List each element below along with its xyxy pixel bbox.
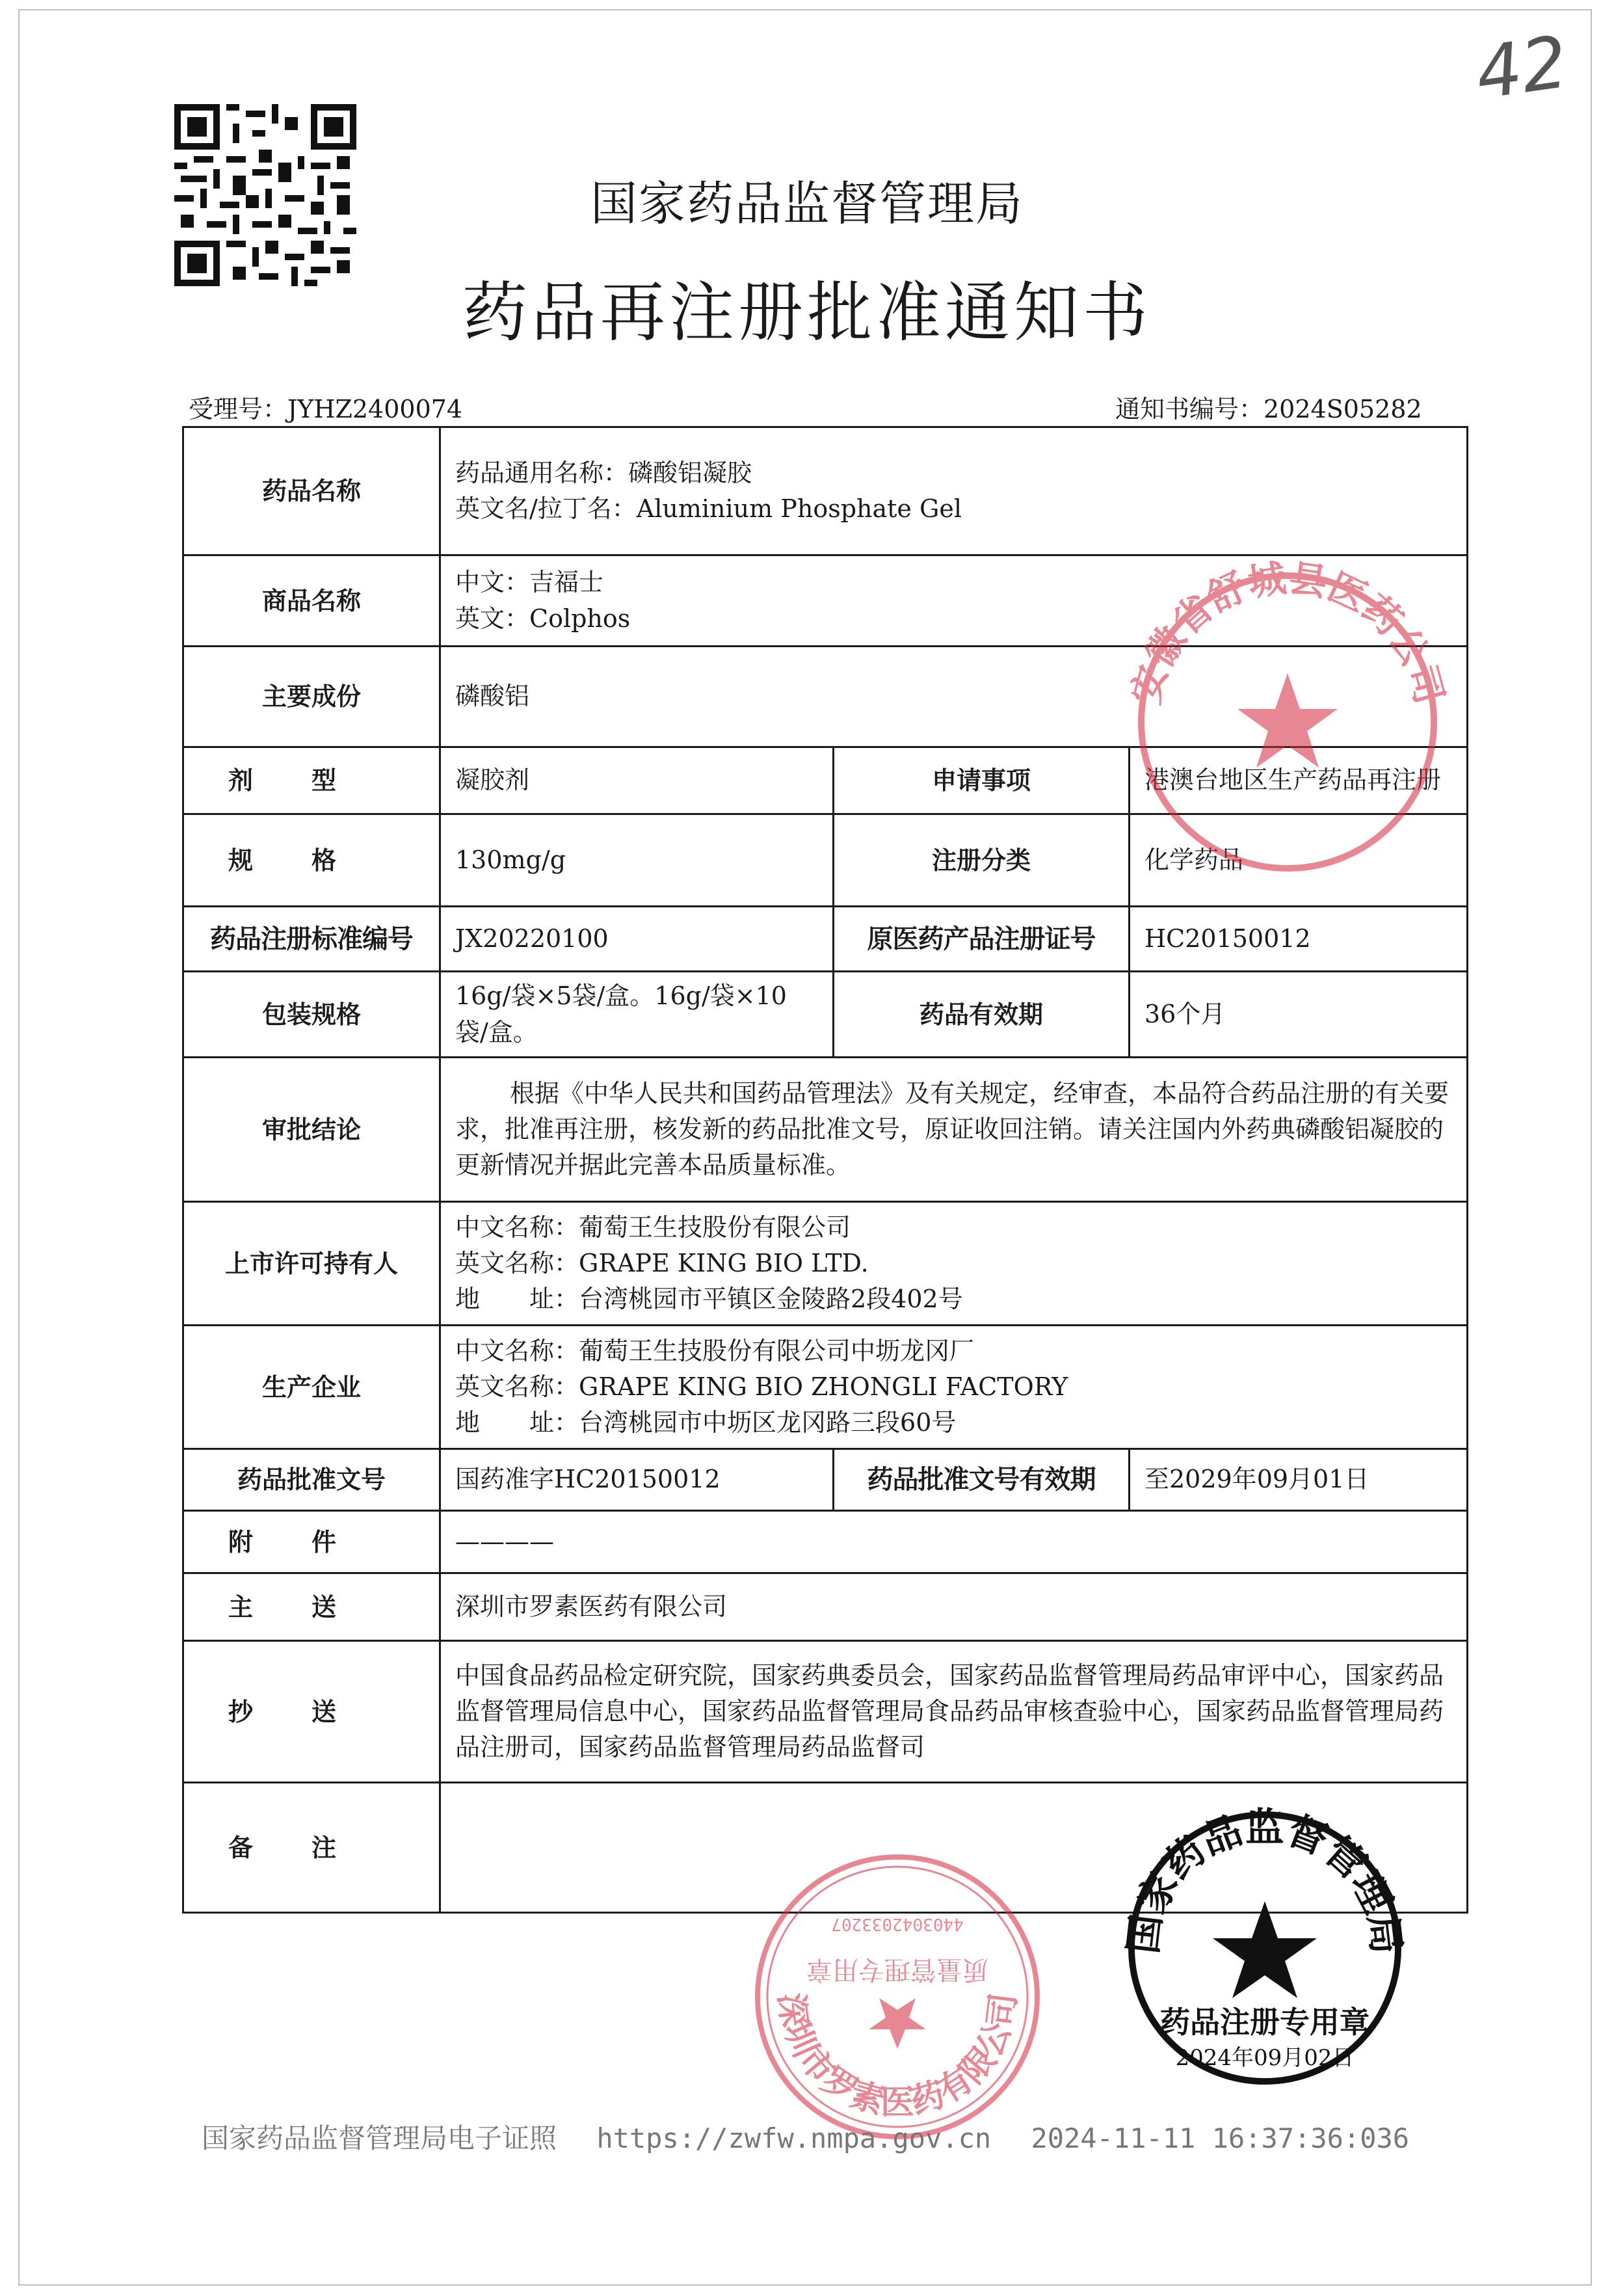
handwritten-page-number: 42 <box>1470 20 1573 116</box>
label-mah: 上市许可持有人 <box>183 1202 440 1326</box>
generic-name: 药品通用名称：磷酸铝凝胶 <box>455 458 752 487</box>
agency-name: 国家药品监督管理局 <box>590 176 1024 231</box>
label-conclusion: 审批结论 <box>183 1058 440 1202</box>
company-seal-sub: 质量管理专用章 <box>806 1955 988 1984</box>
label-cc: 抄送 <box>183 1641 440 1783</box>
footer-timestamp: 2024-11-11 16:37:36:036 <box>1031 2122 1410 2154</box>
company-seal <box>735 1834 1060 2162</box>
label-approval-no: 药品批准文号 <box>183 1449 440 1511</box>
agency-seal <box>1122 1805 1408 2094</box>
value-ingredient: 磷酸铝 <box>440 647 1468 747</box>
value-specification: 130mg/g <box>440 814 834 907</box>
value-mah <box>440 1202 1468 1326</box>
value-cc: 中国食品药品检定研究院，国家药典委员会，国家药品监督管理局药品审评中心，国家药品监督管理局信息中心，国家药品监督管理局食品药品审核查验中心，国家药品监督管理局药品注册司，国家药品监督管理局药品监督司 <box>440 1641 1468 1783</box>
label-manufacturer: 生产企业 <box>183 1326 440 1449</box>
label-dosage-form: 剂型 <box>183 747 440 814</box>
agency-seal-top: 国家药品监督管理局 <box>1120 1805 1409 1956</box>
mfr-en-key: 英文名称： <box>455 1372 579 1401</box>
row-main-recipient <box>183 1573 1468 1641</box>
value-original-cert: HC20150012 <box>1130 907 1468 972</box>
mfr-en-name: GRAPE KING BIO ZHONGLI FACTORY <box>579 1372 1068 1401</box>
label-standard-no: 药品注册标准编号 <box>183 907 440 972</box>
row-packaging <box>183 972 1468 1058</box>
value-approval-no: 国药准字HC20150012 <box>440 1449 834 1511</box>
label-packaging: 包装规格 <box>183 972 440 1058</box>
label-approval-validity: 药品批准文号有效期 <box>834 1449 1130 1511</box>
label-attachment: 附件 <box>183 1511 440 1573</box>
value-dosage-form: 凝胶剂 <box>440 747 834 814</box>
value-conclusion-cell <box>440 1058 1468 1202</box>
value-registration-category: 化学药品 <box>1130 814 1468 907</box>
row-mah <box>183 1202 1468 1326</box>
county-seal <box>1118 553 1457 881</box>
value-packaging: 16g/袋×5袋/盒。16g/袋×10袋/盒。 <box>440 972 834 1058</box>
label-validity: 药品有效期 <box>834 972 1130 1058</box>
mah-en-key: 英文名称： <box>455 1248 579 1277</box>
agency-seal-date: 2024年09月02日 <box>1175 2045 1355 2071</box>
row-manufacturer <box>183 1326 1468 1449</box>
mfr-addr-key: 地 址： <box>455 1408 579 1437</box>
value-manufacturer <box>440 1326 1468 1449</box>
mah-en-name: GRAPE KING BIO LTD. <box>579 1248 869 1277</box>
row-standard-no <box>183 907 1468 972</box>
mah-cn-name: 葡萄王生技股份有限公司 <box>579 1212 851 1242</box>
row-attachment <box>183 1511 1468 1573</box>
mah-addr-key: 地 址： <box>455 1285 579 1314</box>
english-name: 英文名/拉丁名：Aluminium Phosphate Gel <box>455 494 962 523</box>
mfr-address: 台湾桃园市中坜区龙冈路三段60号 <box>579 1408 957 1437</box>
label-ingredient: 主要成份 <box>183 647 440 747</box>
trade-name-english: 英文：Colphos <box>455 604 631 633</box>
label-application-item: 申请事项 <box>834 747 1130 814</box>
footer <box>202 2117 1433 2156</box>
label-original-cert: 原医药产品注册证号 <box>834 907 1130 972</box>
footer-label: 国家药品监督管理局电子证照 <box>202 2122 557 2154</box>
label-remarks: 备注 <box>183 1783 440 1913</box>
label-specification: 规格 <box>183 814 440 907</box>
label-registration-category: 注册分类 <box>834 814 1130 907</box>
row-cc <box>183 1641 1468 1783</box>
agency-seal-bottom: 药品注册专用章 <box>1160 2005 1369 2040</box>
row-conclusion <box>183 1058 1468 1202</box>
label-main-recipient: 主送 <box>183 1573 440 1641</box>
notice-number: 通知书编号：2024S05282 <box>1115 395 1422 423</box>
value-conclusion: 根据《中华人民共和国药品管理法》及有关规定，经审查，本品符合药品注册的有关要求，批准再注册，核发新的药品批准文号，原证收回注销。请关注国内外药典磷酸铝凝胶的更新情况并据此完善本品质量标准。 <box>455 1078 1449 1180</box>
value-validity: 36个月 <box>1130 972 1468 1058</box>
value-application-item: 港澳台地区生产药品再注册 <box>1130 747 1468 814</box>
mfr-cn-key: 中文名称： <box>455 1336 579 1365</box>
value-standard-no: JX20220100 <box>440 907 834 972</box>
row-approval-no <box>183 1449 1468 1511</box>
company-seal-number: 4403042033207 <box>831 1914 964 1934</box>
document-title: 药品再注册批准通知书 <box>462 274 1152 351</box>
value-approval-validity: 至2029年09月01日 <box>1130 1449 1468 1511</box>
label-drug-name: 药品名称 <box>183 427 440 555</box>
mah-cn-key: 中文名称： <box>455 1212 579 1242</box>
value-main-recipient: 深圳市罗素医药有限公司 <box>440 1573 1468 1641</box>
label-trade-name: 商品名称 <box>183 555 440 647</box>
county-seal-text: 安徽省舒城县医药公司 <box>1123 555 1452 709</box>
acceptance-number: 受理号：JYHZ2400074 <box>189 395 463 423</box>
value-attachment: ———— <box>440 1511 1468 1573</box>
row-drug-name <box>183 427 1468 555</box>
company-seal-text: 深圳市罗素医药有限公司 <box>771 1990 1024 2122</box>
mfr-cn-name: 葡萄王生技股份有限公司中坜龙冈厂 <box>579 1336 975 1365</box>
trade-name-chinese: 中文：吉福士 <box>455 568 604 597</box>
mah-address: 台湾桃园市平镇区金陵路2段402号 <box>579 1285 963 1314</box>
value-drug-name <box>440 427 1468 555</box>
footer-url[interactable]: https://zwfw.nmpa.gov.cn <box>596 2122 992 2154</box>
